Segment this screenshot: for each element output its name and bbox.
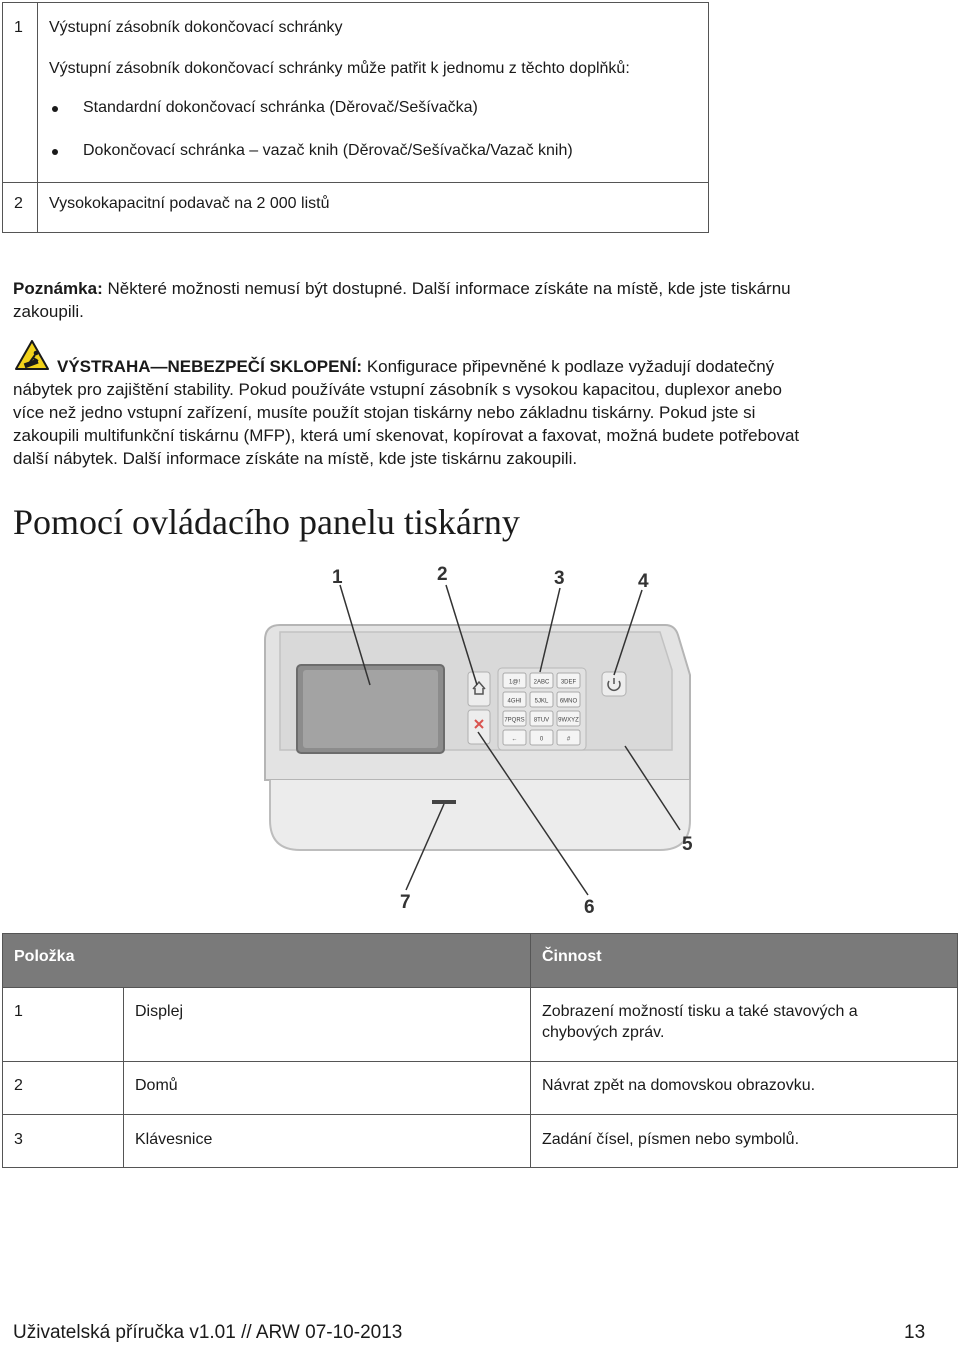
usb-port xyxy=(432,800,456,804)
table-divider xyxy=(3,1061,957,1062)
table-header xyxy=(3,934,957,987)
bullet-icon xyxy=(52,106,58,112)
row-action: Zobrazení možností tisku a také stavových a xyxy=(542,1003,858,1020)
keypad-key-label: 8TUV xyxy=(533,717,550,724)
keypad-key-label: 3DEF xyxy=(560,679,577,686)
row-number: 1 xyxy=(14,1003,23,1020)
control-panel-diagram xyxy=(0,560,960,920)
table-divider xyxy=(3,987,957,988)
row-number: 3 xyxy=(14,1131,23,1148)
note-text: zakoupili. xyxy=(13,302,84,321)
keypad-key-label: 1@! xyxy=(508,679,521,686)
row-action: Zadání čísel, písmen nebo symbolů. xyxy=(542,1131,800,1148)
row-action: chybových zpráv. xyxy=(542,1024,665,1041)
row-number: 2 xyxy=(14,1077,23,1094)
table-divider xyxy=(3,1114,957,1115)
callout-1: 1 xyxy=(332,567,343,588)
keypad-key-label: 2ABC xyxy=(533,679,550,686)
keypad-key-label: 6MNO xyxy=(559,698,578,705)
stop-button xyxy=(468,710,490,744)
row-number: 1 xyxy=(14,19,23,36)
callout-6: 6 xyxy=(584,897,595,918)
page-number: 13 xyxy=(904,1322,926,1343)
header-item: Položka xyxy=(14,948,75,965)
warning-paragraph xyxy=(13,355,943,470)
note-label: Poznámka: xyxy=(13,279,103,298)
warning-text: nábytek pro zajištění stability. Pokud používáte vstupní zásobník s vysokou kapacitou, duplexor anebo xyxy=(13,380,782,399)
warning-text: více než jedno vstupní zařízení, musíte použít stojan tiskárny nebo základnu tiskárny. Pokud jste si xyxy=(13,403,756,422)
keypad-key-label: 5JKL xyxy=(534,698,549,705)
keypad-key-label: 0 xyxy=(539,736,544,743)
callout-7: 7 xyxy=(400,892,411,913)
table-divider xyxy=(37,3,38,232)
warning-text: zakoupili multifunkční tiskárnu (MFP), která umí skenovat, kopírovat a faxovat, možná budete potřebovat xyxy=(13,426,800,445)
row-intro: Výstupní zásobník dokončovací schránky může patřit k jednomu z těchto doplňků: xyxy=(49,60,630,77)
warning-label: VÝSTRAHA—NEBEZPEČÍ SKLOPENÍ: xyxy=(57,357,363,376)
section-heading: Pomocí ovládacího panelu tiskárny xyxy=(13,502,520,542)
row-title: Výstupní zásobník dokončovací schránky xyxy=(49,19,343,36)
keypad-key-label: ← xyxy=(511,736,518,743)
table-divider xyxy=(123,987,124,1167)
warning-text: další nábytek. Další informace získáte na místě, kde jste tiskárnu zakoupili. xyxy=(13,449,578,468)
keypad-key-label: 7PQRS xyxy=(504,717,525,724)
note-text: Některé možnosti nemusí být dostupné. Další informace získáte na místě, kde jste tiskárnu xyxy=(107,279,791,298)
warning-text: Konfigurace připevněné k podlaze vyžadují dodatečný xyxy=(366,357,775,376)
callout-5: 5 xyxy=(682,834,693,855)
row-action: Návrat zpět na domovskou obrazovku. xyxy=(542,1077,816,1094)
list-item: Dokončovací schránka – vazač knih (Děrovač/Sešívačka/Vazač knih) xyxy=(83,142,573,159)
bullet-icon xyxy=(52,149,58,155)
header-action: Činnost xyxy=(542,948,602,965)
list-item: Standardní dokončovací schránka (Děrovač/Sešívačka) xyxy=(83,99,478,116)
home-button xyxy=(468,672,490,706)
keypad-key-label: # xyxy=(566,736,571,743)
row-number: 2 xyxy=(14,195,23,212)
callout-2: 2 xyxy=(437,564,448,585)
row-text: Vysokokapacitní podavač na 2 000 listů xyxy=(49,195,330,212)
printer-front xyxy=(270,780,690,850)
row-item: Displej xyxy=(135,1003,184,1020)
keypad-key-label: 9WXYZ xyxy=(558,717,579,724)
callout-4: 4 xyxy=(638,571,649,592)
row-item: Klávesnice xyxy=(135,1131,213,1148)
row-item: Domů xyxy=(135,1077,178,1094)
options-table xyxy=(2,2,709,233)
panel-items-table xyxy=(2,933,958,1168)
note-paragraph xyxy=(13,277,943,323)
callout-3: 3 xyxy=(554,568,565,589)
display-glass xyxy=(303,670,438,748)
table-divider xyxy=(3,182,708,183)
footer-title: Uživatelská příručka v1.01 // ARW 07-10-2013 xyxy=(13,1322,403,1343)
keypad-key-label: 4GHI xyxy=(507,698,522,705)
table-divider xyxy=(530,934,531,1167)
